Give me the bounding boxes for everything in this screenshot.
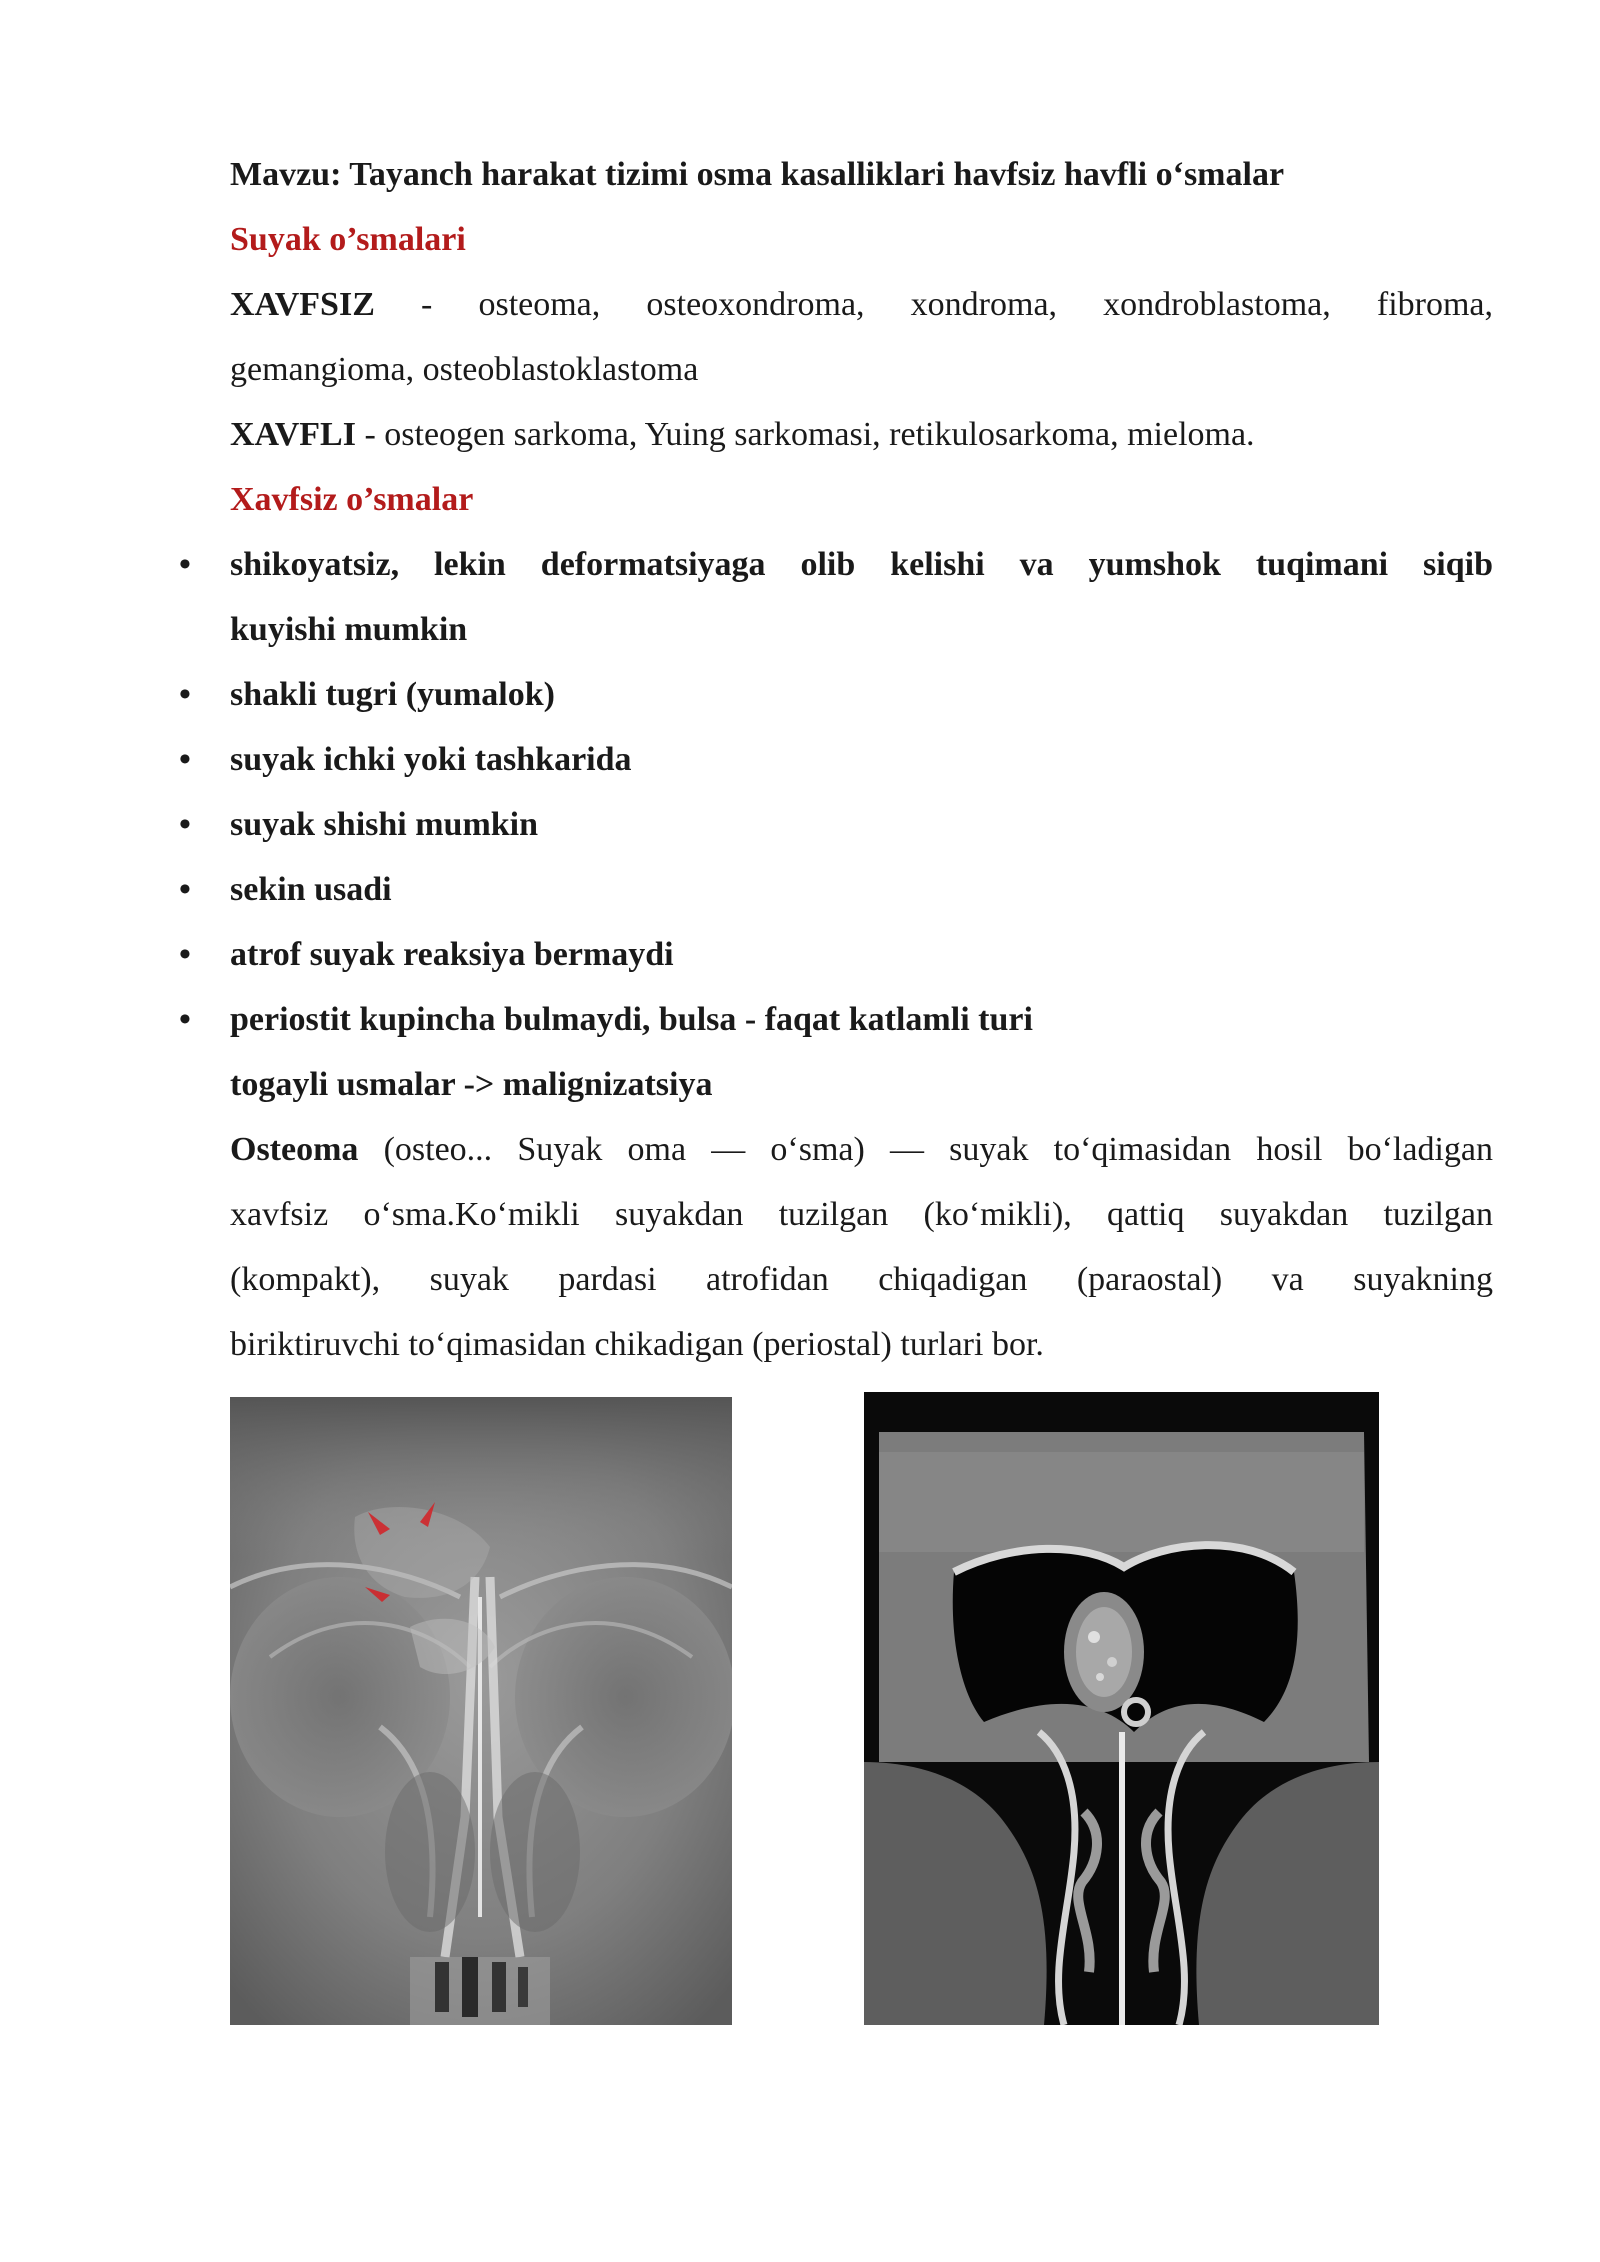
ct-sinus-illustration [864, 1392, 1379, 2025]
xray-skull-image [230, 1397, 732, 2025]
bullet-marker: • [179, 936, 191, 973]
osteoma-term: Osteoma [230, 1131, 359, 1168]
benign-list-line-1 [230, 285, 1493, 325]
bullet-marker: • [179, 676, 191, 713]
bullet-item-2: shakli tugri (yumalok) [230, 676, 555, 713]
section-heading-benign-tumors: Xavfsiz o’smalar [230, 481, 474, 518]
bullet-item-5: sekin usadi [230, 871, 392, 908]
bullet-marker: • [179, 871, 191, 908]
bullet-marker: • [179, 1001, 191, 1038]
benign-label: XAVFSIZ [230, 286, 375, 323]
benign-list-text: - osteoma, osteoxondroma, xondroma, xondroblastoma, fibroma, [421, 286, 1493, 323]
osteoma-paragraph-line-4: biriktiruvchi to‘qimasidan chikadigan (periostal) turlari bor. [230, 1326, 1044, 1363]
ct-sinus-image [864, 1392, 1379, 2025]
osteoma-definition-start: (osteo... Suyak oma — o‘sma) — suyak to‘qimasidan hosil bo‘ladigan [383, 1131, 1494, 1168]
page-title: Mavzu: Tayanch harakat tizimi osma kasalliklari havfsiz havfli o‘smalar [230, 156, 1285, 193]
section-heading-bone-tumors: Suyak o’smalari [230, 221, 466, 258]
benign-list-line-2: gemangioma, osteoblastoklastoma [230, 351, 699, 388]
bullet-item-7: periostit kupincha bulmaydi, bulsa - faqat katlamli turi [230, 1001, 1033, 1038]
bullet-marker: • [179, 546, 191, 583]
bullet-item-4: suyak shishi mumkin [230, 806, 539, 843]
cartilage-malignization-note: togayli usmalar -> malignizatsiya [230, 1066, 713, 1103]
xray-skull-illustration [230, 1397, 732, 2025]
malignant-list-line [230, 415, 1493, 455]
bullet-item-3: suyak ichki yoki tashkarida [230, 741, 632, 778]
osteoma-paragraph-line-2: xavfsiz o‘sma.Ko‘mikli suyakdan tuzilgan (ko‘mikli), qattiq suyakdan tuzilgan [230, 1196, 1493, 1233]
bullet-item-6: atrof suyak reaksiya bermaydi [230, 936, 674, 973]
osteoma-paragraph-line-3: (kompakt), suyak pardasi atrofidan chiqadigan (paraostal) va suyakning [230, 1261, 1493, 1298]
malignant-list-text: - osteogen sarkoma, Yuing sarkomasi, retikulosarkoma, mieloma. [364, 416, 1255, 453]
bullet-item-1-line-2: kuyishi mumkin [230, 611, 468, 648]
bullet-marker: • [179, 806, 191, 843]
bullet-marker: • [179, 741, 191, 778]
malignant-label: XAVFLI [230, 416, 356, 453]
bullet-item-1-line-1: shikoyatsiz, lekin deformatsiyaga olib kelishi va yumshok tuqimani siqib [230, 546, 1493, 583]
osteoma-paragraph-line-1 [230, 1130, 1493, 1170]
